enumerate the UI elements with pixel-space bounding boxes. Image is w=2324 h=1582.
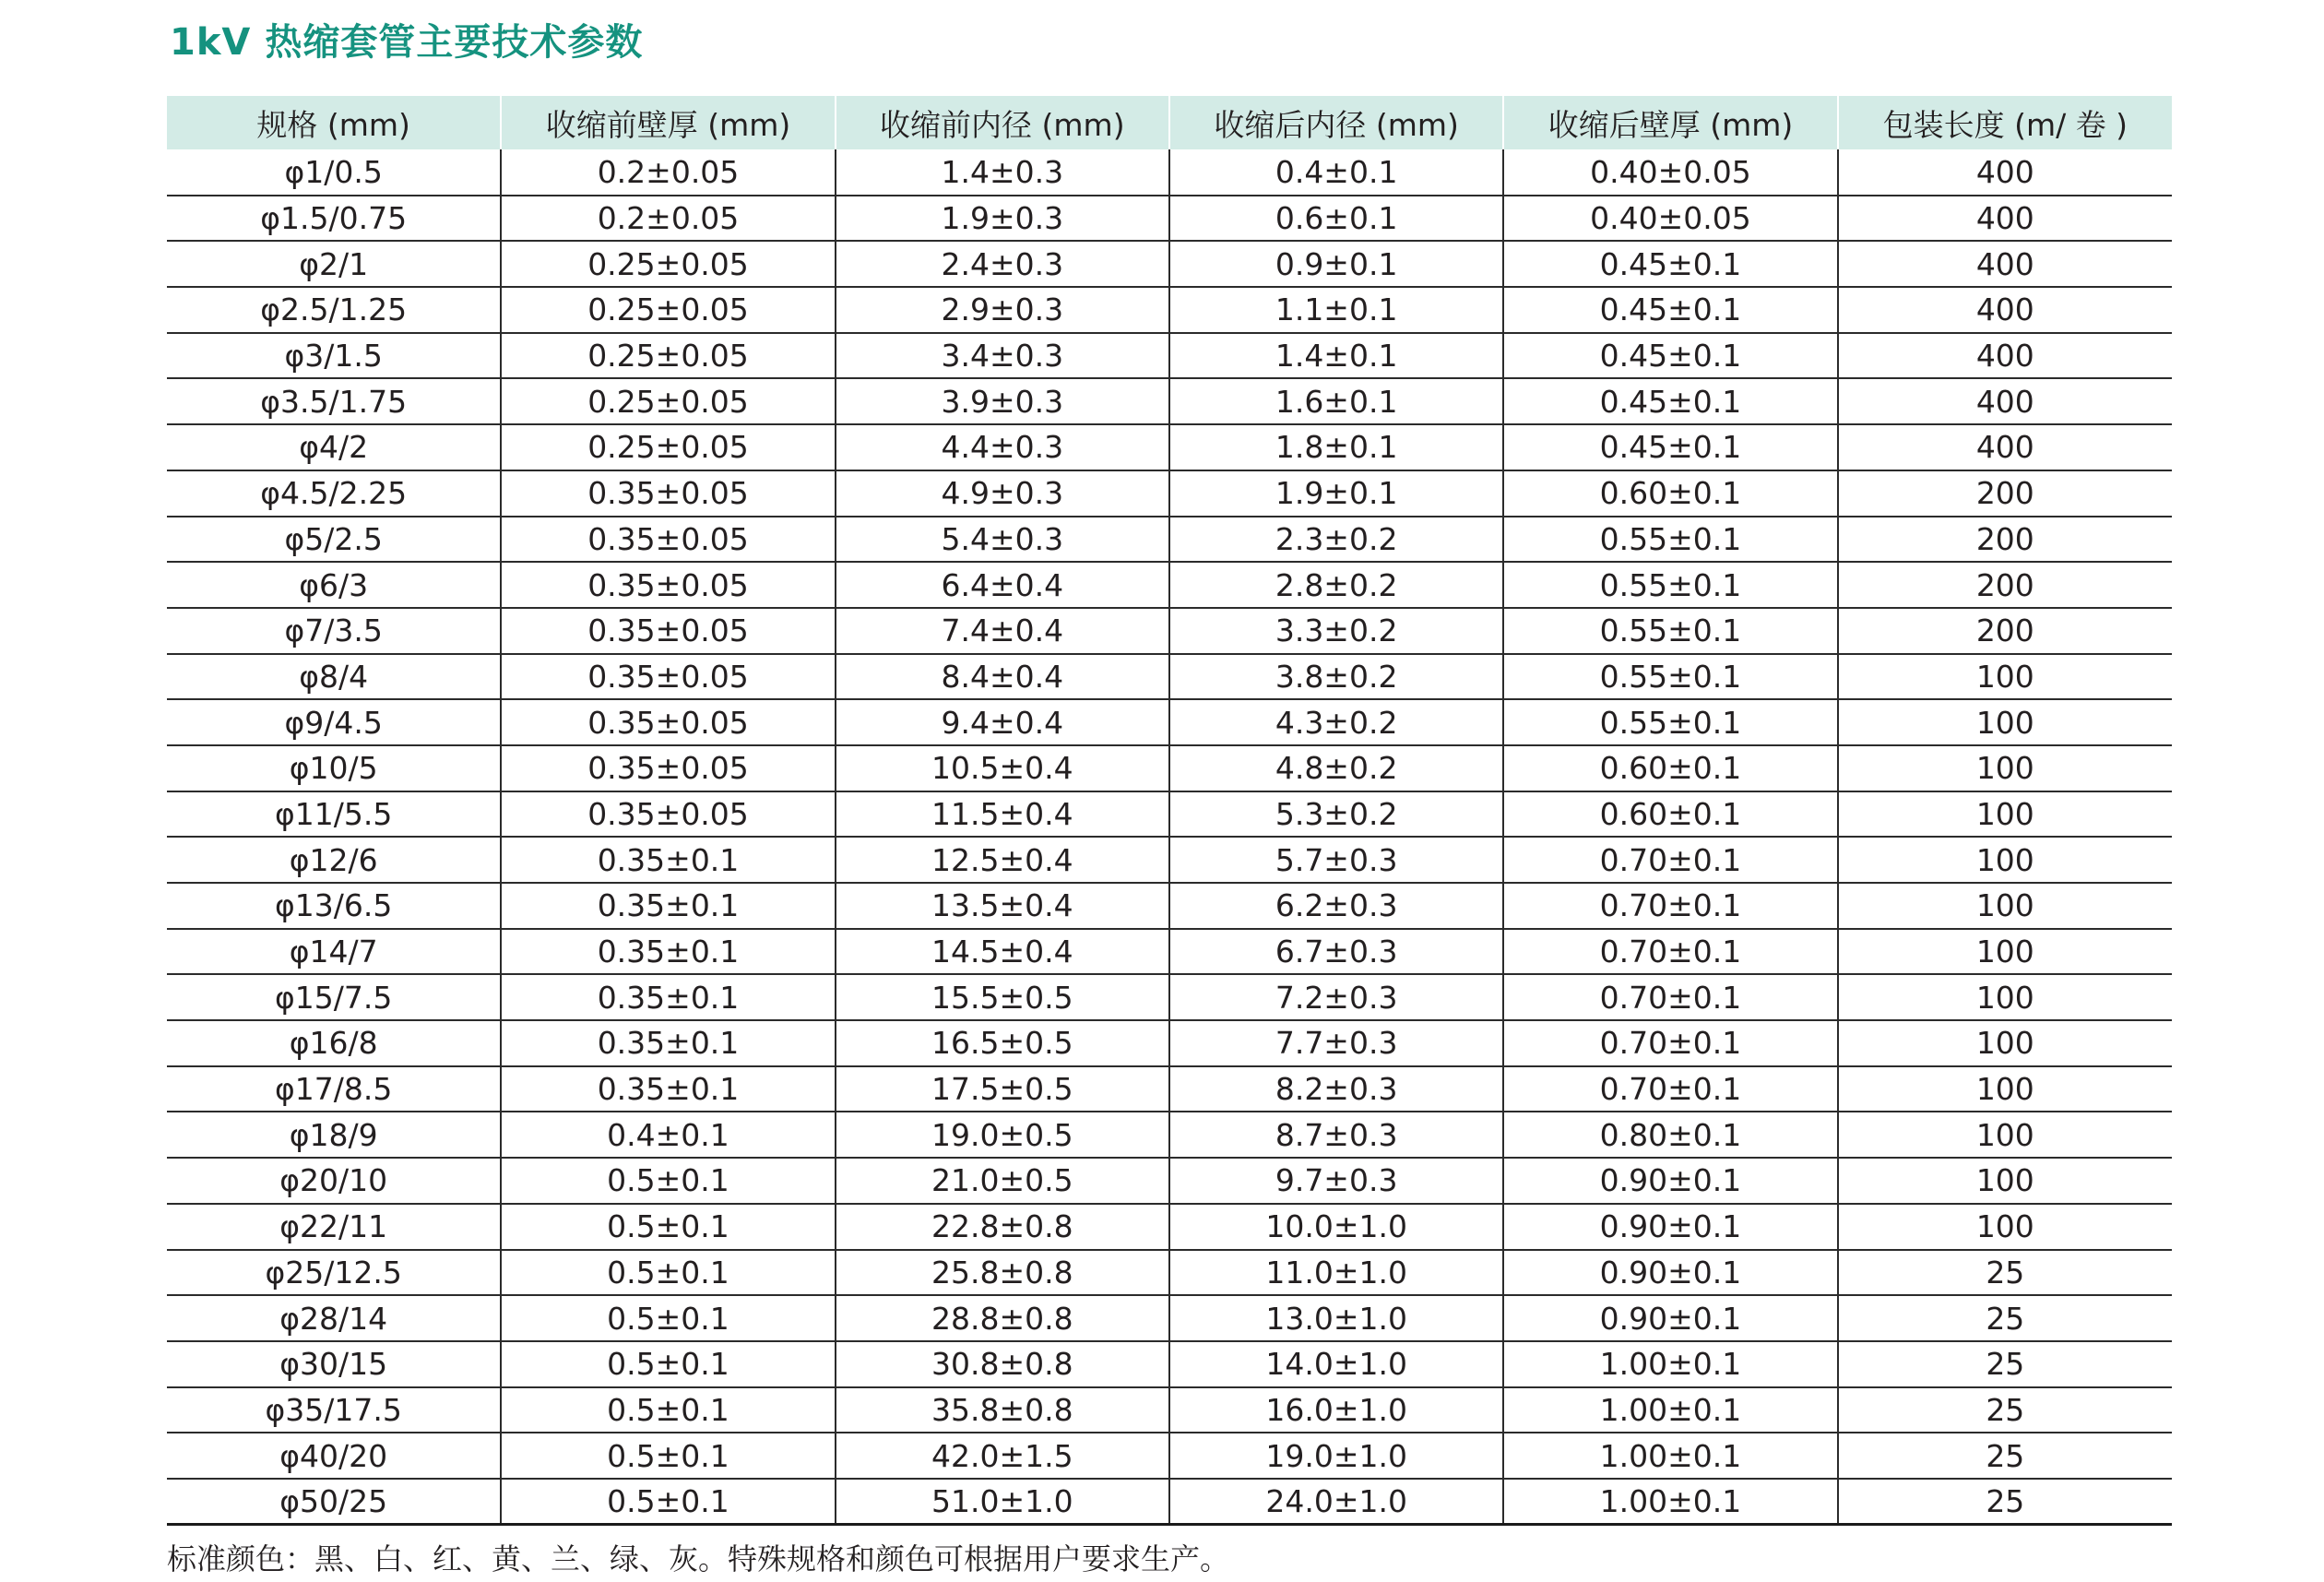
cell-spec: φ16/8	[167, 1020, 501, 1066]
table-row	[167, 241, 2172, 287]
table-row	[167, 745, 2172, 791]
cell-wall-after: 1.00±0.1	[1503, 1387, 1837, 1433]
cell-package-length: 200	[1838, 562, 2172, 608]
cell-id-after: 3.3±0.2	[1169, 608, 1503, 654]
cell-package-length: 25	[1838, 1250, 2172, 1296]
table-row	[167, 837, 2172, 883]
cell-id-after: 2.3±0.2	[1169, 517, 1503, 563]
cell-spec: φ3/1.5	[167, 333, 501, 379]
cell-id-after: 6.7±0.3	[1169, 929, 1503, 975]
cell-wall-before: 0.35±0.05	[501, 654, 835, 700]
cell-spec: φ2.5/1.25	[167, 287, 501, 333]
cell-wall-after: 0.55±0.1	[1503, 654, 1837, 700]
cell-id-after: 24.0±1.0	[1169, 1479, 1503, 1525]
cell-package-length: 100	[1838, 883, 2172, 929]
cell-spec: φ18/9	[167, 1112, 501, 1158]
cell-id-after: 11.0±1.0	[1169, 1250, 1503, 1296]
cell-spec: φ35/17.5	[167, 1387, 501, 1433]
cell-spec: φ30/15	[167, 1341, 501, 1387]
cell-id-before: 1.9±0.3	[836, 196, 1169, 242]
table-row	[167, 196, 2172, 242]
cell-wall-after: 0.60±0.1	[1503, 745, 1837, 791]
header-package-length: 包装长度 (m/ 卷 )	[1838, 96, 2172, 149]
cell-spec: φ22/11	[167, 1204, 501, 1250]
cell-id-before: 16.5±0.5	[836, 1020, 1169, 1066]
cell-id-after: 0.6±0.1	[1169, 196, 1503, 242]
cell-spec: φ20/10	[167, 1158, 501, 1204]
cell-wall-before: 0.5±0.1	[501, 1387, 835, 1433]
cell-wall-after: 1.00±0.1	[1503, 1433, 1837, 1479]
cell-spec: φ2/1	[167, 241, 501, 287]
cell-package-length: 100	[1838, 1020, 2172, 1066]
cell-wall-before: 0.35±0.05	[501, 699, 835, 745]
cell-package-length: 25	[1838, 1433, 2172, 1479]
cell-wall-before: 0.35±0.1	[501, 974, 835, 1020]
cell-wall-after: 0.90±0.1	[1503, 1295, 1837, 1341]
cell-wall-before: 0.35±0.1	[501, 1020, 835, 1066]
cell-id-after: 4.3±0.2	[1169, 699, 1503, 745]
cell-id-before: 25.8±0.8	[836, 1250, 1169, 1296]
cell-wall-after: 0.70±0.1	[1503, 1066, 1837, 1112]
cell-wall-after: 0.40±0.05	[1503, 196, 1837, 242]
cell-wall-after: 0.70±0.1	[1503, 1020, 1837, 1066]
cell-wall-before: 0.35±0.05	[501, 470, 835, 517]
cell-wall-after: 0.70±0.1	[1503, 837, 1837, 883]
table-row	[167, 1250, 2172, 1296]
table-row	[167, 287, 2172, 333]
cell-wall-before: 0.25±0.05	[501, 333, 835, 379]
cell-wall-after: 0.90±0.1	[1503, 1158, 1837, 1204]
cell-id-before: 30.8±0.8	[836, 1341, 1169, 1387]
cell-spec: φ5/2.5	[167, 517, 501, 563]
cell-package-length: 100	[1838, 699, 2172, 745]
cell-package-length: 200	[1838, 470, 2172, 517]
cell-package-length: 100	[1838, 1066, 2172, 1112]
cell-id-before: 9.4±0.4	[836, 699, 1169, 745]
cell-wall-after: 0.70±0.1	[1503, 883, 1837, 929]
header-id-after: 收缩后内径 (mm)	[1169, 96, 1503, 149]
table-row	[167, 424, 2172, 470]
cell-wall-before: 0.5±0.1	[501, 1433, 835, 1479]
cell-wall-before: 0.35±0.1	[501, 929, 835, 975]
cell-wall-before: 0.5±0.1	[501, 1295, 835, 1341]
cell-spec: φ1/0.5	[167, 149, 501, 196]
header-id-before: 收缩前内径 (mm)	[836, 96, 1169, 149]
cell-package-length: 100	[1838, 1158, 2172, 1204]
cell-package-length: 25	[1838, 1341, 2172, 1387]
cell-wall-after: 0.45±0.1	[1503, 287, 1837, 333]
cell-wall-before: 0.35±0.05	[501, 608, 835, 654]
cell-id-before: 19.0±0.5	[836, 1112, 1169, 1158]
cell-spec: φ17/8.5	[167, 1066, 501, 1112]
cell-spec: φ13/6.5	[167, 883, 501, 929]
cell-wall-before: 0.35±0.05	[501, 517, 835, 563]
cell-spec: φ4.5/2.25	[167, 470, 501, 517]
cell-wall-before: 0.35±0.05	[501, 745, 835, 791]
header-wall-before: 收缩前壁厚 (mm)	[501, 96, 835, 149]
table-row	[167, 1479, 2172, 1525]
cell-package-length: 200	[1838, 608, 2172, 654]
cell-id-after: 10.0±1.0	[1169, 1204, 1503, 1250]
cell-package-length: 100	[1838, 654, 2172, 700]
cell-id-before: 10.5±0.4	[836, 745, 1169, 791]
cell-id-before: 4.9±0.3	[836, 470, 1169, 517]
cell-id-after: 4.8±0.2	[1169, 745, 1503, 791]
table-row	[167, 791, 2172, 838]
cell-id-before: 22.8±0.8	[836, 1204, 1169, 1250]
table-row	[167, 1020, 2172, 1066]
cell-wall-after: 0.45±0.1	[1503, 333, 1837, 379]
cell-package-length: 400	[1838, 196, 2172, 242]
cell-wall-before: 0.25±0.05	[501, 378, 835, 424]
cell-wall-before: 0.5±0.1	[501, 1250, 835, 1296]
cell-id-after: 14.0±1.0	[1169, 1341, 1503, 1387]
table-body	[167, 149, 2172, 1525]
cell-id-before: 5.4±0.3	[836, 517, 1169, 563]
table-row	[167, 149, 2172, 196]
spec-table	[167, 96, 2172, 1526]
cell-id-before: 6.4±0.4	[836, 562, 1169, 608]
cell-id-before: 51.0±1.0	[836, 1479, 1169, 1525]
cell-id-before: 7.4±0.4	[836, 608, 1169, 654]
cell-spec: φ40/20	[167, 1433, 501, 1479]
table-row	[167, 1341, 2172, 1387]
cell-spec: φ6/3	[167, 562, 501, 608]
cell-package-length: 100	[1838, 974, 2172, 1020]
cell-wall-after: 0.55±0.1	[1503, 517, 1837, 563]
cell-package-length: 25	[1838, 1479, 2172, 1525]
cell-id-before: 4.4±0.3	[836, 424, 1169, 470]
table-row	[167, 562, 2172, 608]
cell-id-after: 2.8±0.2	[1169, 562, 1503, 608]
cell-package-length: 100	[1838, 837, 2172, 883]
cell-package-length: 25	[1838, 1295, 2172, 1341]
cell-wall-before: 0.25±0.05	[501, 424, 835, 470]
cell-id-after: 16.0±1.0	[1169, 1387, 1503, 1433]
cell-package-length: 100	[1838, 929, 2172, 975]
cell-package-length: 400	[1838, 241, 2172, 287]
cell-id-before: 12.5±0.4	[836, 837, 1169, 883]
table-row	[167, 1204, 2172, 1250]
table-row	[167, 974, 2172, 1020]
cell-wall-before: 0.2±0.05	[501, 196, 835, 242]
cell-id-before: 28.8±0.8	[836, 1295, 1169, 1341]
cell-spec: φ28/14	[167, 1295, 501, 1341]
cell-wall-after: 0.60±0.1	[1503, 470, 1837, 517]
table-row	[167, 1112, 2172, 1158]
cell-wall-after: 0.60±0.1	[1503, 791, 1837, 838]
cell-package-length: 100	[1838, 1204, 2172, 1250]
cell-wall-before: 0.35±0.1	[501, 1066, 835, 1112]
cell-spec: φ14/7	[167, 929, 501, 975]
cell-id-before: 15.5±0.5	[836, 974, 1169, 1020]
cell-package-length: 100	[1838, 1112, 2172, 1158]
cell-id-before: 2.9±0.3	[836, 287, 1169, 333]
cell-wall-after: 0.45±0.1	[1503, 241, 1837, 287]
cell-wall-after: 1.00±0.1	[1503, 1341, 1837, 1387]
table-row	[167, 517, 2172, 563]
cell-spec: φ9/4.5	[167, 699, 501, 745]
cell-id-before: 42.0±1.5	[836, 1433, 1169, 1479]
cell-wall-before: 0.25±0.05	[501, 241, 835, 287]
table-row	[167, 378, 2172, 424]
cell-wall-before: 0.4±0.1	[501, 1112, 835, 1158]
cell-spec: φ10/5	[167, 745, 501, 791]
cell-id-after: 0.9±0.1	[1169, 241, 1503, 287]
cell-spec: φ4/2	[167, 424, 501, 470]
table-row	[167, 929, 2172, 975]
cell-wall-after: 0.45±0.1	[1503, 378, 1837, 424]
table-row	[167, 333, 2172, 379]
cell-id-before: 13.5±0.4	[836, 883, 1169, 929]
cell-spec: φ25/12.5	[167, 1250, 501, 1296]
cell-id-after: 1.4±0.1	[1169, 333, 1503, 379]
cell-id-before: 21.0±0.5	[836, 1158, 1169, 1204]
cell-wall-before: 0.35±0.1	[501, 883, 835, 929]
cell-id-before: 2.4±0.3	[836, 241, 1169, 287]
cell-wall-before: 0.35±0.05	[501, 791, 835, 838]
page-title: 1kV 热缩套管主要技术参数	[170, 21, 644, 64]
cell-package-length: 400	[1838, 378, 2172, 424]
cell-id-after: 7.2±0.3	[1169, 974, 1503, 1020]
cell-package-length: 200	[1838, 517, 2172, 563]
cell-spec: φ1.5/0.75	[167, 196, 501, 242]
table-row	[167, 654, 2172, 700]
cell-id-before: 14.5±0.4	[836, 929, 1169, 975]
table-row	[167, 883, 2172, 929]
cell-wall-after: 0.55±0.1	[1503, 699, 1837, 745]
cell-id-after: 5.7±0.3	[1169, 837, 1503, 883]
cell-id-after: 8.7±0.3	[1169, 1112, 1503, 1158]
cell-id-after: 5.3±0.2	[1169, 791, 1503, 838]
cell-spec: φ3.5/1.75	[167, 378, 501, 424]
cell-id-after: 3.8±0.2	[1169, 654, 1503, 700]
cell-wall-before: 0.5±0.1	[501, 1479, 835, 1525]
table-header	[167, 96, 2172, 149]
header-row	[167, 96, 2172, 149]
cell-wall-after: 0.90±0.1	[1503, 1204, 1837, 1250]
cell-wall-before: 0.5±0.1	[501, 1158, 835, 1204]
cell-id-after: 7.7±0.3	[1169, 1020, 1503, 1066]
cell-id-after: 0.4±0.1	[1169, 149, 1503, 196]
cell-wall-after: 0.45±0.1	[1503, 424, 1837, 470]
cell-package-length: 100	[1838, 791, 2172, 838]
table-row	[167, 608, 2172, 654]
cell-id-before: 8.4±0.4	[836, 654, 1169, 700]
cell-wall-after: 0.90±0.1	[1503, 1250, 1837, 1296]
cell-wall-before: 0.25±0.05	[501, 287, 835, 333]
cell-package-length: 400	[1838, 149, 2172, 196]
cell-id-after: 8.2±0.3	[1169, 1066, 1503, 1112]
cell-package-length: 25	[1838, 1387, 2172, 1433]
cell-spec: φ12/6	[167, 837, 501, 883]
cell-wall-after: 1.00±0.1	[1503, 1479, 1837, 1525]
cell-package-length: 100	[1838, 745, 2172, 791]
cell-spec: φ50/25	[167, 1479, 501, 1525]
table-row	[167, 1433, 2172, 1479]
cell-package-length: 400	[1838, 424, 2172, 470]
cell-spec: φ15/7.5	[167, 974, 501, 1020]
header-spec: 规格 (mm)	[256, 106, 410, 143]
cell-id-before: 1.4±0.3	[836, 149, 1169, 196]
table-row	[167, 1295, 2172, 1341]
cell-id-before: 35.8±0.8	[836, 1387, 1169, 1433]
cell-id-after: 1.9±0.1	[1169, 470, 1503, 517]
cell-id-before: 3.4±0.3	[836, 333, 1169, 379]
cell-wall-after: 0.40±0.05	[1503, 149, 1837, 196]
table-row	[167, 1387, 2172, 1433]
cell-id-after: 9.7±0.3	[1169, 1158, 1503, 1204]
cell-spec: φ11/5.5	[167, 791, 501, 838]
cell-wall-after: 0.70±0.1	[1503, 929, 1837, 975]
cell-spec: φ7/3.5	[167, 608, 501, 654]
cell-package-length: 400	[1838, 287, 2172, 333]
cell-wall-before: 0.2±0.05	[501, 149, 835, 196]
cell-wall-before: 0.5±0.1	[501, 1204, 835, 1250]
cell-id-after: 1.8±0.1	[1169, 424, 1503, 470]
cell-spec: φ8/4	[167, 654, 501, 700]
table-row	[167, 699, 2172, 745]
cell-wall-before: 0.35±0.05	[501, 562, 835, 608]
cell-id-after: 13.0±1.0	[1169, 1295, 1503, 1341]
cell-wall-before: 0.5±0.1	[501, 1341, 835, 1387]
cell-wall-after: 0.55±0.1	[1503, 562, 1837, 608]
footnote: 标准颜色：黑、白、红、黄、兰、绿、灰。特殊规格和颜色可根据用户要求生产。	[167, 1541, 1230, 1576]
cell-id-after: 19.0±1.0	[1169, 1433, 1503, 1479]
cell-wall-after: 0.70±0.1	[1503, 974, 1837, 1020]
header-wall-after: 收缩后壁厚 (mm)	[1503, 96, 1837, 149]
table-row	[167, 1066, 2172, 1112]
table-row	[167, 470, 2172, 517]
table-row	[167, 1158, 2172, 1204]
cell-wall-after: 0.80±0.1	[1503, 1112, 1837, 1158]
cell-id-after: 1.1±0.1	[1169, 287, 1503, 333]
cell-wall-after: 0.55±0.1	[1503, 608, 1837, 654]
cell-id-before: 3.9±0.3	[836, 378, 1169, 424]
cell-package-length: 400	[1838, 333, 2172, 379]
cell-id-before: 17.5±0.5	[836, 1066, 1169, 1112]
cell-id-after: 6.2±0.3	[1169, 883, 1503, 929]
cell-id-after: 1.6±0.1	[1169, 378, 1503, 424]
cell-wall-before: 0.35±0.1	[501, 837, 835, 883]
cell-id-before: 11.5±0.4	[836, 791, 1169, 838]
